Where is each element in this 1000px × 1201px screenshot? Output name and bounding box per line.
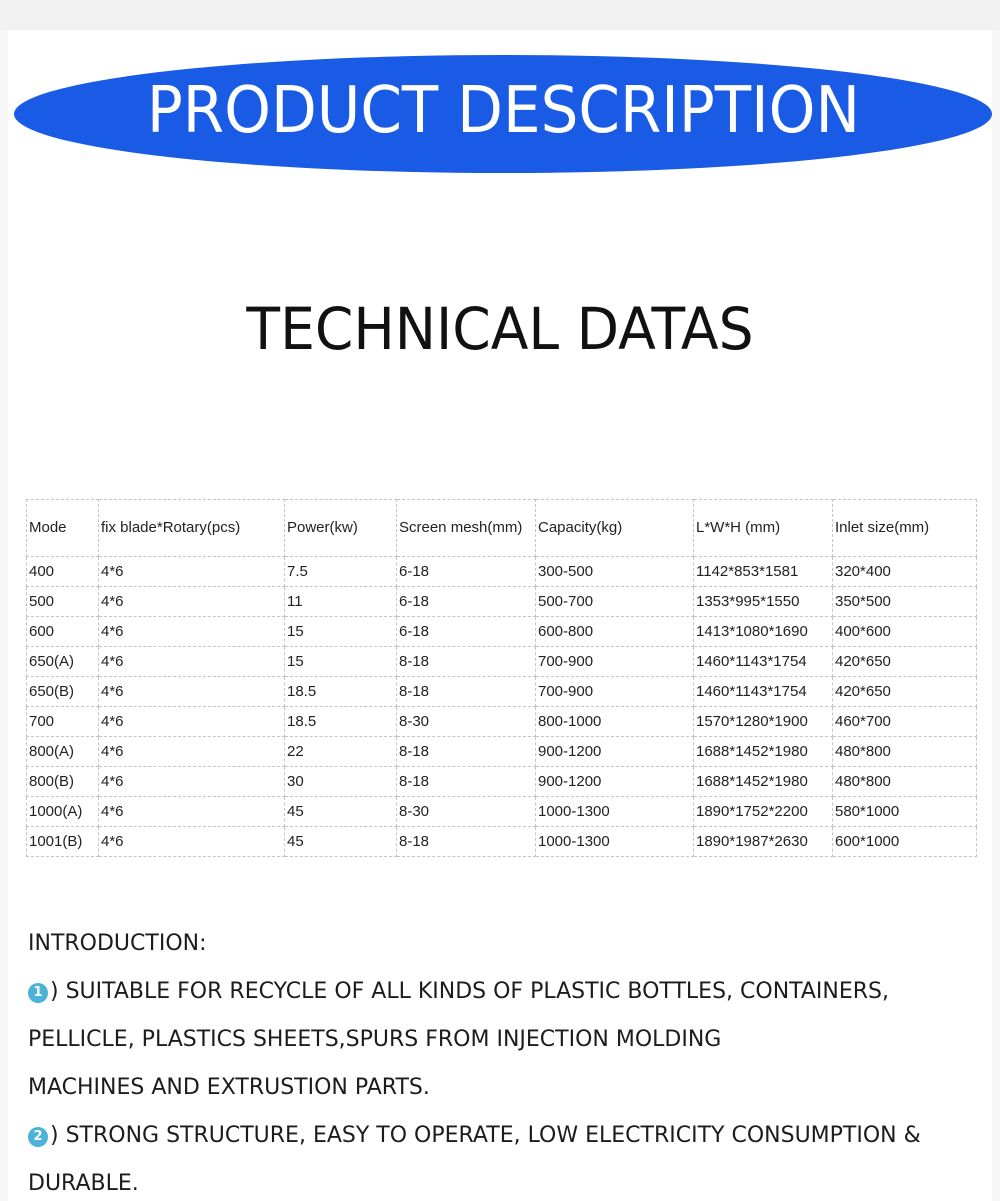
table-row [27, 617, 977, 647]
table-row [27, 557, 977, 587]
table-cell: 320*400 [833, 557, 977, 587]
introduction-heading: INTRODUCTION: [28, 931, 207, 956]
table-cell: 700-900 [536, 647, 694, 677]
table-cell: 480*800 [833, 737, 977, 767]
introduction-section [28, 920, 978, 1201]
table-body [27, 557, 977, 857]
top-strip [0, 0, 1000, 30]
intro-item-1-line-2: PELLICLE, PLASTICS SHEETS,SPURS FROM INJECTION MOLDING [28, 1027, 722, 1052]
table-row [27, 707, 977, 737]
technical-data-table [26, 499, 977, 857]
table-cell: 1142*853*1581 [694, 557, 833, 587]
table-cell: 8-18 [397, 767, 536, 797]
table-cell: 8-18 [397, 647, 536, 677]
product-description-banner [14, 55, 992, 173]
table-cell: 900-1200 [536, 767, 694, 797]
table-cell: 400 [27, 557, 99, 587]
table-cell: 1688*1452*1980 [694, 767, 833, 797]
intro-item-text: ) STRONG STRUCTURE, EASY TO OPERATE, LOW ELECTRICITY CONSUMPTION & [50, 1123, 921, 1148]
table-cell: 1000-1300 [536, 797, 694, 827]
table-cell: 8-18 [397, 827, 536, 857]
table-cell: 8-30 [397, 707, 536, 737]
table-cell: 7.5 [285, 557, 397, 587]
table-cell: 460*700 [833, 707, 977, 737]
number-1-badge-icon: 1 [28, 983, 48, 1003]
table-cell: 1688*1452*1980 [694, 737, 833, 767]
table-cell: 500 [27, 587, 99, 617]
table-cell: 400*600 [833, 617, 977, 647]
table-cell: 650(B) [27, 677, 99, 707]
number-2-badge-icon: 2 [28, 1127, 48, 1147]
table-cell: 500-700 [536, 587, 694, 617]
table-cell: 4*6 [99, 767, 285, 797]
table-cell: 4*6 [99, 557, 285, 587]
table-cell: 8-18 [397, 737, 536, 767]
table-header-cell: Screen mesh(mm) [397, 500, 536, 557]
table-cell: 800(B) [27, 767, 99, 797]
intro-item-1-line-3: MACHINES AND EXTRUSTION PARTS. [28, 1075, 430, 1100]
table-cell: 580*1000 [833, 797, 977, 827]
table-cell: 1890*1752*2200 [694, 797, 833, 827]
right-edge [992, 30, 1000, 1201]
table-row [27, 587, 977, 617]
table-cell: 6-18 [397, 557, 536, 587]
table-header-row [27, 500, 977, 557]
table-cell: 4*6 [99, 797, 285, 827]
table-cell: 6-18 [397, 617, 536, 647]
table-row [27, 827, 977, 857]
table-cell: 15 [285, 617, 397, 647]
table-cell: 18.5 [285, 707, 397, 737]
banner-title: PRODUCT DESCRIPTION [146, 74, 860, 148]
table-cell: 300-500 [536, 557, 694, 587]
table-cell: 600 [27, 617, 99, 647]
intro-item-2-line-1 [28, 1112, 978, 1160]
table-cell: 45 [285, 827, 397, 857]
table-cell: 650(A) [27, 647, 99, 677]
table-header-cell: L*W*H (mm) [694, 500, 833, 557]
left-edge [0, 30, 8, 1201]
table-cell: 1890*1987*2630 [694, 827, 833, 857]
table-cell: 22 [285, 737, 397, 767]
table-row [27, 677, 977, 707]
intro-item-1-line-1 [28, 968, 978, 1016]
table-cell: 1001(B) [27, 827, 99, 857]
table-cell: 45 [285, 797, 397, 827]
table-cell: 11 [285, 587, 397, 617]
table-cell: 600-800 [536, 617, 694, 647]
table-cell: 1460*1143*1754 [694, 647, 833, 677]
table-row [27, 767, 977, 797]
table-cell: 800(A) [27, 737, 99, 767]
table-row [27, 797, 977, 827]
table-cell: 1000-1300 [536, 827, 694, 857]
table-cell: 8-30 [397, 797, 536, 827]
intro-item-2-line-2: DURABLE. [28, 1171, 139, 1196]
table-cell: 800-1000 [536, 707, 694, 737]
table-header-cell: fix blade*Rotary(pcs) [99, 500, 285, 557]
table-cell: 600*1000 [833, 827, 977, 857]
table-cell: 420*650 [833, 677, 977, 707]
table-cell: 4*6 [99, 677, 285, 707]
table-cell: 1460*1143*1754 [694, 677, 833, 707]
table-cell: 4*6 [99, 707, 285, 737]
table-cell: 900-1200 [536, 737, 694, 767]
table-cell: 4*6 [99, 737, 285, 767]
table-row [27, 737, 977, 767]
table-header-cell: Power(kw) [285, 500, 397, 557]
table-cell: 700 [27, 707, 99, 737]
table-cell: 15 [285, 647, 397, 677]
table-cell: 1353*995*1550 [694, 587, 833, 617]
intro-item-text: ) SUITABLE FOR RECYCLE OF ALL KINDS OF PLASTIC BOTTLES, CONTAINERS, [50, 979, 890, 1004]
table-header-cell: Inlet size(mm) [833, 500, 977, 557]
table-header-cell: Capacity(kg) [536, 500, 694, 557]
table-cell: 350*500 [833, 587, 977, 617]
table-cell: 4*6 [99, 827, 285, 857]
table-header-cell: Mode [27, 500, 99, 557]
table-cell: 420*650 [833, 647, 977, 677]
table-cell: 30 [285, 767, 397, 797]
table-cell: 6-18 [397, 587, 536, 617]
table-cell: 1413*1080*1690 [694, 617, 833, 647]
table-cell: 4*6 [99, 647, 285, 677]
table-cell: 8-18 [397, 677, 536, 707]
table-cell: 4*6 [99, 617, 285, 647]
table-cell: 1570*1280*1900 [694, 707, 833, 737]
table-cell: 1000(A) [27, 797, 99, 827]
table-cell: 700-900 [536, 677, 694, 707]
technical-datas-title: TECHNICAL DATAS [246, 295, 754, 363]
table-cell: 18.5 [285, 677, 397, 707]
table-cell: 4*6 [99, 587, 285, 617]
table-row [27, 647, 977, 677]
table-cell: 480*800 [833, 767, 977, 797]
